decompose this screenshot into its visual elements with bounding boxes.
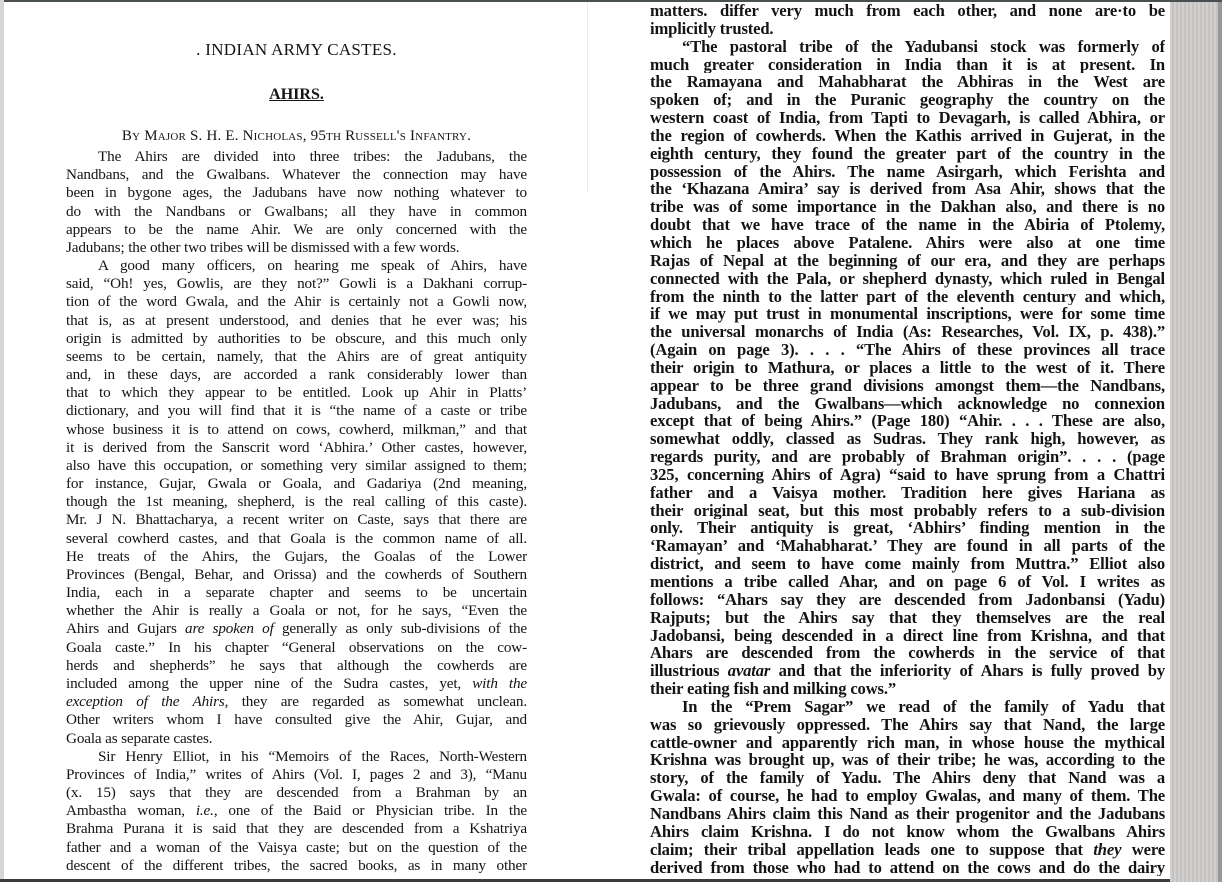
text-segment: , they are regarded as somewhat unclean. (224, 693, 527, 711)
text-line (66, 620, 527, 638)
text-line (66, 548, 527, 566)
text-segment: Sir Henry Elliot, in his “Memoirs of the Races, North-Western (98, 747, 527, 765)
text-line (650, 305, 1165, 323)
text-line (650, 163, 1165, 181)
text-line (66, 530, 527, 548)
text-line (650, 787, 1165, 805)
text-segment: do with the Nandbans or Gwalbans; all they have in common (66, 202, 527, 220)
text-line (650, 323, 1165, 341)
text-line (650, 91, 1165, 109)
text-segment: Ahirs claim Krishna. I do not know whom the Gwalbans Ahirs (650, 822, 1165, 841)
text-segment: their original seat, but this most probably refers to a sub-division (650, 501, 1165, 520)
text-line (66, 203, 527, 221)
text-segment: Rajas of Nepal at the beginning of our era, and they are perhaps (650, 251, 1165, 270)
text-line (650, 841, 1165, 859)
text-line (66, 693, 527, 711)
text-segment: somewhat oddly, classed as Sudras. They rank high, however, as (650, 430, 1165, 449)
text-line (66, 711, 527, 729)
text-line (650, 627, 1165, 645)
text-line (650, 2, 1165, 20)
text-line (66, 784, 527, 802)
text-line (650, 180, 1165, 198)
italic-text: are spoken of (185, 620, 274, 638)
text-line (650, 198, 1165, 216)
text-line (66, 820, 527, 838)
text-segment: the Ramayana and Mahabharat the Abhiras in the West are (650, 73, 1165, 92)
text-segment: Jadubans; the other two tribes will be dismissed with a few words. (66, 238, 460, 256)
text-segment: claim; their tribal appellation leads one to suppose that (650, 840, 1094, 859)
text-segment: India, each in a separate chapter and seems to be uncertain (66, 584, 527, 602)
text-segment: the ‘Khazana Amira’ say is derived from Asa Ahir, shows that the (650, 180, 1165, 199)
text-line (650, 430, 1165, 448)
text-segment: Other writers whom I have consulted give the Ahir, Gujar, and (66, 711, 527, 729)
text-segment: Goala as separate castes. (66, 729, 213, 747)
text-line (650, 448, 1165, 466)
scrollbar-edge (1218, 2, 1222, 882)
text-segment: that is, as at present understood, and denies that he ever was; his (66, 311, 527, 329)
text-segment: were (1121, 840, 1165, 859)
text-segment: Provinces (Bengal, Behar, and Orissa) and the cowherds of Southern (66, 565, 527, 583)
text-segment: story, of the family of Yadu. The Ahirs deny that Nand was a (650, 769, 1165, 788)
text-segment: illustrious (650, 662, 728, 681)
text-segment: regards purity, and are probably of Brahman origin”. . . . (page (650, 448, 1165, 466)
text-line (650, 591, 1165, 609)
text-segment: that to which they appear to be entitled. Look up Ahir in Platts’ (66, 384, 527, 402)
text-segment: follows: “Ahars say they are descended from Jadonbansi (Yadu) (650, 590, 1165, 609)
text-segment: , one of the Baid or Physician tribe. In the (213, 802, 527, 820)
italic-text: avatar (727, 662, 771, 681)
text-segment: father and a Vaisya mother. Tradition here gives Hariana as (650, 483, 1165, 502)
text-line (650, 127, 1165, 145)
text-segment: spoken of; and in the Puranic geography the country on the (650, 91, 1165, 110)
text-segment: included among the upper nine of the Sudra castes, yet, (66, 674, 473, 692)
text-line (66, 675, 527, 693)
text-segment: for instance, Gujar, Gwala or Goala, and Gadariya (2nd meaning, (66, 475, 527, 493)
text-segment: father and a woman of the Vaisya caste; but on the question of the (66, 838, 527, 856)
text-line (650, 573, 1165, 591)
text-segment: Nandbans, and the Gwalbans. Whatever the connection may have (66, 166, 527, 184)
text-line (66, 602, 527, 620)
text-line (66, 748, 527, 766)
page-seam (587, 2, 588, 192)
text-segment: it is derived from the Sanscrit word ‘Abhira.’ Other castes, however, (66, 438, 527, 456)
text-line (650, 519, 1165, 537)
right-page-body (650, 2, 1165, 876)
text-segment: (Again on page 3). . . . “The Ahirs of these provinces all trace (650, 341, 1165, 359)
text-line (650, 73, 1165, 91)
text-segment: much greater consideration in India than it is at present. In (650, 55, 1165, 74)
text-line (650, 537, 1165, 555)
text-segment: possession of the Ahirs. The name Asirgarh, which Ferishta and (650, 162, 1165, 181)
text-segment: Ambastha woman, (66, 802, 196, 820)
text-segment: derived from those who had to attend on the cows and do the dairy (650, 858, 1165, 877)
text-line (650, 769, 1165, 787)
text-line (650, 38, 1165, 56)
text-segment: dictionary, and you will find that it is “the name of a caste or tribe (66, 402, 527, 420)
text-segment: their origin to Mathura, or places a little to the west of it. There (650, 358, 1165, 377)
text-segment: which he places above Patalene. Ahirs were also at one time (650, 233, 1165, 252)
text-line (66, 802, 527, 820)
article-subheading: AHIRS. (269, 86, 324, 103)
text-line (66, 566, 527, 584)
viewer-left-edge (0, 0, 4, 882)
text-line (66, 730, 527, 748)
text-segment: Rajputs; but the Ahirs say that they themselves are the real (650, 608, 1165, 627)
text-segment: mentions a tribe called Ahar, and on page 6 of Vol. I writes as (650, 573, 1165, 591)
text-line (66, 857, 527, 875)
text-line (66, 348, 527, 366)
text-line (650, 20, 1165, 38)
text-line (650, 288, 1165, 306)
text-line (650, 716, 1165, 734)
italic-text: they (1093, 840, 1122, 859)
text-line (650, 859, 1165, 877)
text-segment: only. Their antiquity is great, ‘Abhirs’ finding mention in the (650, 519, 1165, 538)
text-line (66, 275, 527, 293)
text-segment: and that the inferiority of Ahars is fully proved by (770, 662, 1165, 681)
text-segment: district, and seem to have come mainly from Muttra.” Elliot also (650, 555, 1165, 573)
text-line (66, 439, 527, 457)
text-segment: Jadobansi, being descended in a direct line from Krishna, and that (650, 626, 1165, 645)
text-segment: connected with the Pala, or shepherd dynasty, which ruled in Bengal (650, 269, 1165, 288)
text-segment: whose business it is to attend on cows, cowherd, milkman,” and that (66, 420, 527, 438)
text-segment: cattle-owner and apparently rich man, in whose house the mythical (650, 733, 1165, 752)
text-segment: generally as only sub-divisions of the (273, 620, 527, 638)
text-segment: implicitly trusted. (650, 19, 774, 38)
text-line (66, 148, 527, 166)
text-line (66, 511, 527, 529)
text-segment: herds and shepherds” he says that although the cowherds are (66, 656, 527, 674)
text-line (650, 751, 1165, 769)
text-line (66, 766, 527, 784)
text-segment: In the “Prem Sagar” we read of the family of Yadu that (682, 697, 1165, 716)
text-segment: “The pastoral tribe of the Yadubansi stock was formerly of (682, 37, 1165, 56)
text-segment: Gwala: of course, he had to employ Gwalas, and many of them. The (650, 787, 1165, 805)
vertical-scrollbar[interactable] (1170, 2, 1222, 882)
text-segment: the region of cowherds. When the Kathis arrived in Gujerat, in the (650, 126, 1165, 145)
text-segment: except that of being Ahirs.” (Page 180) “Ahir. . . . These are also, (650, 412, 1165, 431)
text-line (650, 555, 1165, 573)
text-segment: 325, concerning Ahirs of Agra) “said to have sprung from a Chattri (650, 465, 1165, 484)
text-line (66, 584, 527, 602)
text-line (66, 293, 527, 311)
text-segment: descent of the different tribes, the sacred books, as in many other (66, 856, 527, 874)
text-segment: and, in these days, are accorded a rank considerably lower than (66, 366, 527, 384)
text-line (650, 234, 1165, 252)
right-page (650, 2, 1165, 876)
text-segment: Nandbans Ahirs claim this Nand as their progenitor and the Jadubans (650, 804, 1165, 823)
italic-text: with the (472, 674, 527, 692)
text-segment: Jadubans, and the Gwalbans—which acknowledge no connexion (650, 394, 1165, 413)
text-segment: ‘Ramayan’ and ‘Mahabharat.’ They are found in all parts of the (650, 537, 1165, 556)
text-line (66, 657, 527, 675)
text-segment: The Ahirs are divided into three tribes: the Jadubans, the (98, 148, 527, 165)
text-segment: Brahma Purana it is said that they are descended from a Kshatriya (66, 820, 527, 838)
text-line (650, 823, 1165, 841)
text-segment: been in bygone ages, the Jadubans have now nothing whatever to (66, 184, 527, 202)
text-line (650, 377, 1165, 395)
text-line (66, 475, 527, 493)
text-segment: said, “Oh! yes, Gowlis, are they not?” Gowli is a Dakhani corrup- (66, 275, 527, 293)
text-line (650, 412, 1165, 430)
article-byline: By Major S. H. E. Nicholas, 95th Russell's Infantry. (121, 128, 472, 144)
text-line (650, 359, 1165, 377)
text-line (650, 662, 1165, 680)
text-segment: Ahirs and Gujars (66, 620, 186, 638)
text-segment: He treats of the Ahirs, the Gujars, the Goalas of the Lower (66, 547, 527, 565)
text-line (650, 395, 1165, 413)
text-line (650, 341, 1165, 359)
text-segment: was so grievously oppressed. The Ahirs say that Nand, the large (650, 715, 1165, 734)
text-line (66, 639, 527, 657)
text-segment: Mr. J N. Bhattacharya, a recent writer on Caste, says that there are (66, 511, 527, 529)
text-segment: seems to be certain, namely, that the Ahirs are of great antiquity (66, 347, 527, 365)
text-line (650, 609, 1165, 627)
text-segment: western coast of India, from Tapti to Devagarh, is called Abhira, or (650, 109, 1165, 127)
text-segment: appears to be the name Ahir. We are only concerned with the (66, 220, 527, 238)
text-line (66, 384, 527, 402)
text-segment: A good many officers, on hearing me speak of Ahirs, have (98, 257, 527, 275)
text-line (66, 402, 527, 420)
text-line (650, 680, 1165, 698)
text-segment: origin is admitted by authorities to be obscure, and this much only (66, 329, 527, 347)
text-line (66, 493, 527, 511)
text-segment: also have this occupation, or something very similar assigned to them; (66, 456, 527, 474)
text-segment: matters. differ very much from each other, and none are·to be (650, 2, 1165, 20)
text-segment: Goala caste.” In his chapter “General observations on the cow- (66, 638, 527, 656)
text-line (650, 270, 1165, 288)
text-line (66, 166, 527, 184)
text-segment: tion of the word Gwala, and the Ahir is certainly not a Gowli now, (66, 293, 527, 311)
text-line (66, 839, 527, 857)
text-line (650, 56, 1165, 74)
italic-text: exception of the Ahirs (66, 693, 225, 711)
text-segment: their eating fish and milking cows.” (650, 680, 896, 698)
text-line (66, 257, 527, 275)
text-segment: though the 1st meaning, shepherd, is the real calling of this caste). (66, 493, 527, 511)
left-page-body (66, 148, 527, 875)
text-line (650, 216, 1165, 234)
text-segment: Provinces of India,” writes of Ahirs (Vol. I, pages 2 and 3), “Manu (66, 765, 527, 783)
text-segment: whether the Ahir is really a Goala or not, for he says, “Even the (66, 602, 527, 620)
text-line (66, 457, 527, 475)
text-segment: if we may put trust in monumental inscriptions, were for some time (650, 305, 1165, 324)
text-line (66, 184, 527, 202)
text-segment: tribe was of some importance in the Dakhan also, and there is no (650, 198, 1165, 217)
text-line (66, 330, 527, 348)
text-segment: Krishna was brought up, was of their tribe; he was, according to the (650, 751, 1165, 770)
text-segment: appear to be three grand divisions amongst them—the Nandbans, (650, 376, 1165, 395)
text-segment: eighth century, they found the greater part of the country in the (650, 144, 1165, 163)
text-segment: from the ninth to the latter part of the eleventh century and which, (650, 287, 1165, 306)
text-line (650, 145, 1165, 163)
text-segment: the universal monarchs of India (As: Researches, Vol. IX, p. 438).” (650, 323, 1165, 342)
text-line (650, 644, 1165, 662)
text-line (66, 239, 527, 257)
text-line (650, 734, 1165, 752)
text-line (650, 484, 1165, 502)
text-line (650, 805, 1165, 823)
text-line (650, 466, 1165, 484)
text-segment: several cowherd castes, and that Goala is the common name of all. (66, 529, 527, 547)
text-line (650, 109, 1165, 127)
text-segment: (x. 15) says that they are descended from a Brahman by an (66, 784, 527, 802)
text-line (66, 366, 527, 384)
italic-text: i.e. (195, 802, 214, 820)
text-line (66, 221, 527, 239)
text-line (650, 252, 1165, 270)
text-line (650, 698, 1165, 716)
article-heading: . INDIAN ARMY CASTES. (196, 40, 397, 59)
text-line (66, 421, 527, 439)
text-line (66, 312, 527, 330)
text-segment: doubt that we have trace of the name in the Abiria of Ptolemy, (650, 216, 1165, 234)
text-segment: Ahars are descended from the cowherds in the service of that (650, 644, 1165, 663)
text-line (650, 502, 1165, 520)
